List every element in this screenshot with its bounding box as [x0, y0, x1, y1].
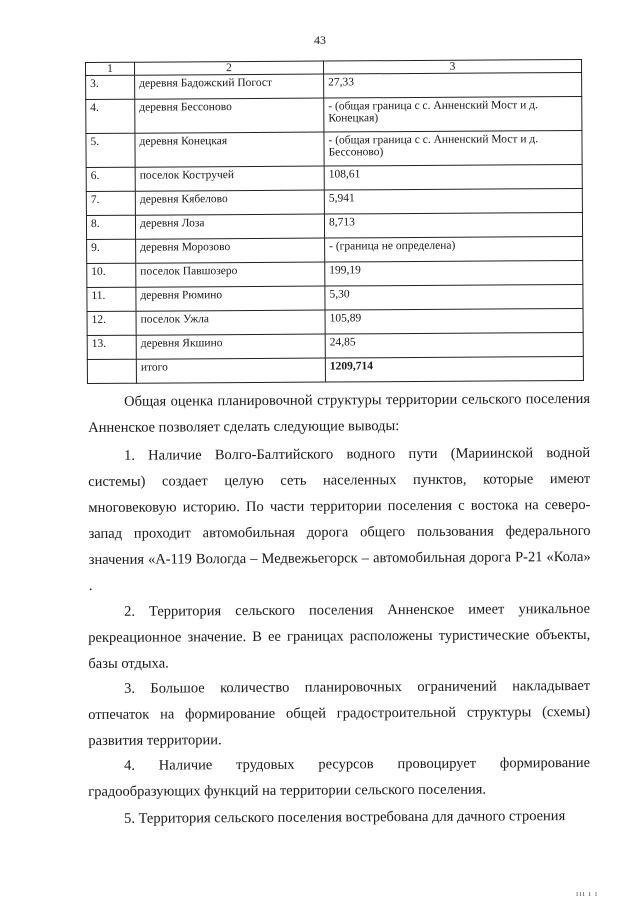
settlement-name: деревня Лоза	[135, 214, 324, 239]
row-number: 11.	[87, 287, 136, 311]
conclusion-paragraph-1	[88, 440, 591, 599]
intro-paragraph	[88, 386, 590, 441]
settlement-name: деревня Бессоново	[135, 98, 324, 133]
area-value: 5,941	[324, 188, 582, 214]
row-number: 6.	[86, 167, 135, 191]
settlements-table	[85, 59, 584, 384]
table-header-cell: 3	[323, 59, 581, 74]
paragraph-text: 2. Территория сельского поселения Анненское имеет уникальное рекреационное значение. В ее границах расположены туристические объекты, базы отдыха.	[88, 600, 591, 672]
table-row	[86, 96, 582, 133]
row-number: 7.	[86, 191, 135, 215]
area-value: 8,713	[324, 212, 582, 238]
table-row	[87, 236, 583, 263]
table-row	[86, 188, 582, 215]
table-header-cell: 2	[135, 61, 324, 75]
settlement-name: деревня Рюмино	[136, 286, 325, 311]
paragraph-text: 1. Наличие Волго-Балтийского водного пути (Мариинской водной системы) создает целую сеть населенных пунктов, которые имеют многовековую историю. По части территории поселения с востока на северо-запад проходит автомобильная дорога общего пользования федерального значения «А-119 Вологда – Медвежьегорск – автомобильная дорога Р-21 «Кола» .	[88, 444, 591, 594]
row-number: 3.	[86, 75, 135, 99]
settlement-name: деревня Конецкая	[135, 132, 324, 167]
intro-text: Общая оценка планировочной структуры территории сельского поселения Анненское позволяет сделать следующие выводы:	[88, 390, 591, 436]
row-number: 9.	[87, 239, 136, 263]
table-row	[87, 260, 583, 287]
table-row	[86, 72, 582, 99]
settlement-name: деревня Якшино	[136, 334, 325, 359]
conclusion-paragraph-4	[88, 750, 590, 805]
table-row	[86, 130, 582, 167]
table-row	[86, 212, 582, 239]
table-row	[87, 332, 583, 359]
area-value: 108,61	[324, 164, 582, 190]
settlement-name: деревня Кябелово	[135, 190, 324, 215]
row-number: 4.	[86, 99, 135, 133]
area-value: 199,19	[325, 260, 583, 286]
conclusion-paragraph-3	[88, 673, 590, 754]
table-header-cell: 1	[86, 62, 135, 75]
settlement-name: поселок Павшозеро	[136, 262, 325, 287]
total-number	[87, 359, 136, 383]
settlement-name: деревня Морозово	[136, 238, 325, 263]
total-value: 1209,714	[325, 356, 583, 382]
row-number: 10.	[87, 263, 136, 287]
area-value: 5,30	[325, 284, 583, 310]
conclusion-paragraph-2	[88, 596, 590, 677]
area-value: 24,85	[325, 332, 583, 358]
conclusion-paragraph-5	[88, 803, 590, 832]
settlement-name: поселок Костручей	[135, 166, 324, 191]
table-row	[87, 284, 583, 311]
scan-marks: ııı ı ı	[576, 889, 599, 898]
row-number: 5.	[86, 133, 135, 167]
total-label: итого	[136, 358, 325, 383]
area-value: 105,89	[325, 308, 583, 334]
row-number: 8.	[86, 215, 135, 239]
paragraph-text: 3. Большое количество планировочных ограничений накладывает отпечаток на формирование общей градостроительной структуры (схемы) развития территории.	[88, 677, 591, 749]
row-number: 13.	[87, 335, 136, 359]
table-total-row	[87, 356, 583, 383]
area-value: - (общая граница с с. Анненский Мост и д. Бессоново)	[324, 130, 582, 166]
settlement-name: деревня Бадожский Погост	[135, 74, 324, 99]
row-number: 12.	[87, 311, 136, 335]
area-value: - (граница не определена)	[325, 236, 583, 262]
settlement-name: поселок Ужла	[136, 310, 325, 335]
paragraph-text: 4. Наличие трудовых ресурсов провоцирует формирование градообразующих функций на территории сельского поселения.	[88, 754, 591, 800]
table-row	[87, 308, 583, 335]
area-value: - (общая граница с с. Анненский Мост и д. Конецкая)	[324, 96, 582, 132]
table-row	[86, 164, 582, 191]
area-value: 27,33	[324, 72, 582, 98]
page-number: 43	[314, 33, 326, 47]
paragraph-text: 5. Территория сельского поселения востребована для дачного строения	[124, 808, 566, 827]
